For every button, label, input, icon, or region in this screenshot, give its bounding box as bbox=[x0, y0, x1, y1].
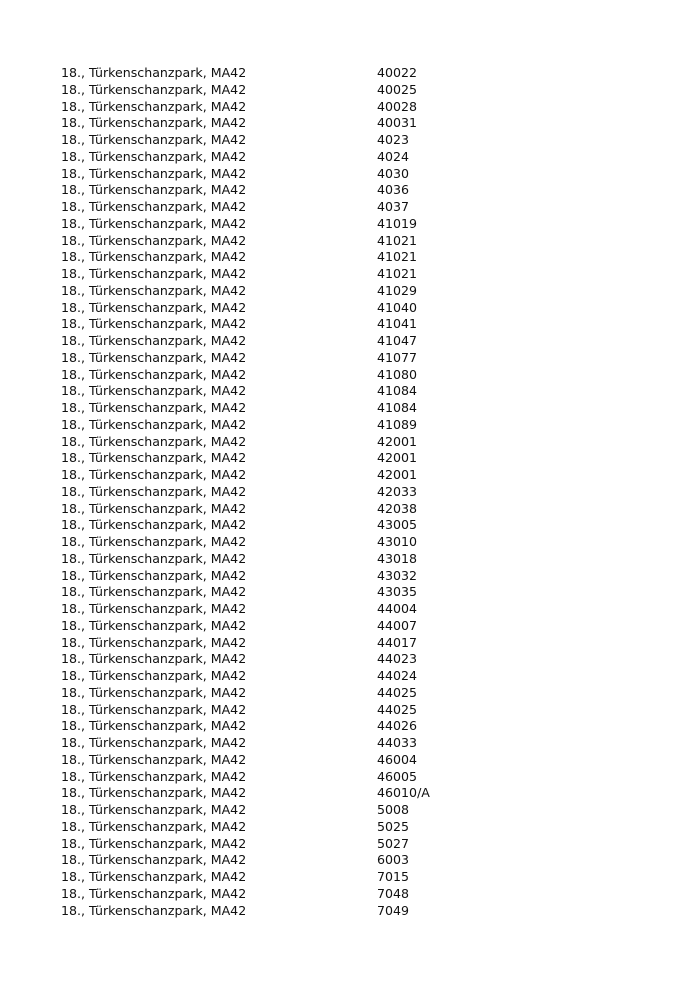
location-cell: 18., Türkenschanzpark, MA42 bbox=[61, 802, 247, 817]
location-cell: 18., Türkenschanzpark, MA42 bbox=[61, 651, 247, 667]
location-cell: 18., Türkenschanzpark, MA42 bbox=[61, 617, 247, 633]
inventory-list bbox=[61, 65, 621, 919]
number-cell: 44025 bbox=[377, 701, 418, 717]
location-cell: 18., Türkenschanzpark, MA42 bbox=[61, 65, 247, 80]
number-cell: 41084 bbox=[377, 400, 418, 415]
location-cell: 18., Türkenschanzpark, MA42 bbox=[61, 366, 247, 382]
number-cell: 4023 bbox=[377, 132, 410, 147]
number-cell: 4030 bbox=[377, 165, 410, 181]
number-cell: 44026 bbox=[377, 718, 418, 734]
location-cell: 18., Türkenschanzpark, MA42 bbox=[61, 349, 247, 365]
table-row bbox=[61, 752, 621, 769]
table-row bbox=[61, 400, 621, 417]
number-cell: 44007 bbox=[377, 617, 418, 633]
table-row bbox=[61, 367, 621, 384]
location-cell: 18., Türkenschanzpark, MA42 bbox=[61, 483, 247, 499]
location-cell: 18., Türkenschanzpark, MA42 bbox=[61, 517, 247, 533]
location-cell: 18., Türkenschanzpark, MA42 bbox=[61, 316, 247, 332]
number-cell: 43035 bbox=[377, 584, 418, 600]
table-row bbox=[61, 300, 621, 317]
table-row bbox=[61, 82, 621, 99]
number-cell: 40025 bbox=[377, 81, 418, 97]
table-row bbox=[61, 434, 621, 451]
number-cell: 46004 bbox=[377, 751, 418, 767]
number-cell: 5008 bbox=[377, 802, 410, 817]
location-cell: 18., Türkenschanzpark, MA42 bbox=[61, 383, 247, 399]
location-cell: 18., Türkenschanzpark, MA42 bbox=[61, 534, 247, 549]
number-cell: 46005 bbox=[377, 768, 418, 784]
table-row bbox=[61, 852, 621, 869]
number-cell: 41040 bbox=[377, 299, 418, 315]
number-cell: 5027 bbox=[377, 835, 410, 851]
number-cell: 7015 bbox=[377, 869, 410, 884]
table-row bbox=[61, 283, 621, 300]
table-row bbox=[61, 584, 621, 601]
table-row bbox=[61, 668, 621, 685]
location-cell: 18., Türkenschanzpark, MA42 bbox=[61, 215, 247, 231]
table-row bbox=[61, 819, 621, 836]
number-cell: 41084 bbox=[377, 383, 418, 399]
number-cell: 7048 bbox=[377, 885, 410, 901]
table-row bbox=[61, 501, 621, 518]
number-cell: 41089 bbox=[377, 416, 418, 432]
table-row bbox=[61, 249, 621, 266]
number-cell: 42001 bbox=[377, 467, 418, 482]
number-cell: 44017 bbox=[377, 634, 418, 650]
table-row bbox=[61, 702, 621, 719]
table-row bbox=[61, 216, 621, 233]
table-row bbox=[61, 484, 621, 501]
table-row bbox=[61, 99, 621, 116]
location-cell: 18., Türkenschanzpark, MA42 bbox=[61, 450, 247, 466]
location-cell: 18., Türkenschanzpark, MA42 bbox=[61, 433, 247, 449]
number-cell: 44004 bbox=[377, 601, 418, 616]
location-cell: 18., Türkenschanzpark, MA42 bbox=[61, 835, 247, 851]
number-cell: 44024 bbox=[377, 668, 418, 683]
table-row bbox=[61, 450, 621, 467]
number-cell: 41047 bbox=[377, 333, 418, 348]
table-row bbox=[61, 903, 621, 920]
number-cell: 41041 bbox=[377, 316, 418, 332]
location-cell: 18., Türkenschanzpark, MA42 bbox=[61, 601, 247, 616]
number-cell: 41077 bbox=[377, 349, 418, 365]
table-row bbox=[61, 132, 621, 149]
table-row bbox=[61, 115, 621, 132]
number-cell: 42001 bbox=[377, 433, 418, 449]
table-row bbox=[61, 785, 621, 802]
location-cell: 18., Türkenschanzpark, MA42 bbox=[61, 869, 247, 884]
number-cell: 44033 bbox=[377, 735, 418, 750]
location-cell: 18., Türkenschanzpark, MA42 bbox=[61, 500, 247, 516]
number-cell: 42038 bbox=[377, 500, 418, 516]
location-cell: 18., Türkenschanzpark, MA42 bbox=[61, 266, 247, 281]
location-cell: 18., Türkenschanzpark, MA42 bbox=[61, 165, 247, 181]
table-row bbox=[61, 534, 621, 551]
location-cell: 18., Türkenschanzpark, MA42 bbox=[61, 902, 247, 918]
location-cell: 18., Türkenschanzpark, MA42 bbox=[61, 567, 247, 583]
location-cell: 18., Türkenschanzpark, MA42 bbox=[61, 852, 247, 868]
location-cell: 18., Türkenschanzpark, MA42 bbox=[61, 182, 247, 198]
location-cell: 18., Türkenschanzpark, MA42 bbox=[61, 668, 247, 683]
table-row bbox=[61, 333, 621, 350]
table-row bbox=[61, 568, 621, 585]
location-cell: 18., Türkenschanzpark, MA42 bbox=[61, 701, 247, 717]
number-cell: 7049 bbox=[377, 902, 410, 918]
table-row bbox=[61, 417, 621, 434]
number-cell: 46010/A bbox=[377, 785, 430, 801]
table-row bbox=[61, 635, 621, 652]
location-cell: 18., Türkenschanzpark, MA42 bbox=[61, 416, 247, 432]
location-cell: 18., Türkenschanzpark, MA42 bbox=[61, 333, 247, 348]
table-row bbox=[61, 467, 621, 484]
location-cell: 18., Türkenschanzpark, MA42 bbox=[61, 249, 247, 265]
location-cell: 18., Türkenschanzpark, MA42 bbox=[61, 467, 247, 482]
location-cell: 18., Türkenschanzpark, MA42 bbox=[61, 634, 247, 650]
table-row bbox=[61, 886, 621, 903]
number-cell: 41021 bbox=[377, 249, 418, 265]
table-row bbox=[61, 718, 621, 735]
table-row bbox=[61, 166, 621, 183]
location-cell: 18., Türkenschanzpark, MA42 bbox=[61, 785, 247, 801]
table-row bbox=[61, 802, 621, 819]
number-cell: 41021 bbox=[377, 232, 418, 248]
location-cell: 18., Türkenschanzpark, MA42 bbox=[61, 115, 247, 131]
location-cell: 18., Türkenschanzpark, MA42 bbox=[61, 282, 247, 298]
location-cell: 18., Türkenschanzpark, MA42 bbox=[61, 550, 247, 566]
table-row bbox=[61, 735, 621, 752]
table-row bbox=[61, 618, 621, 635]
number-cell: 43032 bbox=[377, 567, 418, 583]
table-row bbox=[61, 65, 621, 82]
location-cell: 18., Türkenschanzpark, MA42 bbox=[61, 684, 247, 700]
number-cell: 40028 bbox=[377, 98, 418, 114]
number-cell: 40031 bbox=[377, 115, 418, 131]
location-cell: 18., Türkenschanzpark, MA42 bbox=[61, 81, 247, 97]
table-row bbox=[61, 316, 621, 333]
number-cell: 42033 bbox=[377, 483, 418, 499]
table-row bbox=[61, 836, 621, 853]
table-row bbox=[61, 350, 621, 367]
table-row bbox=[61, 551, 621, 568]
table-row bbox=[61, 869, 621, 886]
location-cell: 18., Türkenschanzpark, MA42 bbox=[61, 400, 247, 415]
number-cell: 41021 bbox=[377, 266, 418, 281]
number-cell: 4036 bbox=[377, 182, 410, 198]
location-cell: 18., Türkenschanzpark, MA42 bbox=[61, 818, 247, 834]
number-cell: 43018 bbox=[377, 550, 418, 566]
location-cell: 18., Türkenschanzpark, MA42 bbox=[61, 584, 247, 600]
number-cell: 41019 bbox=[377, 215, 418, 231]
table-row bbox=[61, 517, 621, 534]
location-cell: 18., Türkenschanzpark, MA42 bbox=[61, 199, 247, 214]
location-cell: 18., Türkenschanzpark, MA42 bbox=[61, 232, 247, 248]
number-cell: 43005 bbox=[377, 517, 418, 533]
number-cell: 44025 bbox=[377, 684, 418, 700]
table-row bbox=[61, 149, 621, 166]
location-cell: 18., Türkenschanzpark, MA42 bbox=[61, 132, 247, 147]
number-cell: 40022 bbox=[377, 65, 418, 80]
location-cell: 18., Türkenschanzpark, MA42 bbox=[61, 885, 247, 901]
location-cell: 18., Türkenschanzpark, MA42 bbox=[61, 148, 247, 164]
table-row bbox=[61, 651, 621, 668]
location-cell: 18., Türkenschanzpark, MA42 bbox=[61, 735, 247, 750]
number-cell: 43010 bbox=[377, 534, 418, 549]
number-cell: 41080 bbox=[377, 366, 418, 382]
table-row bbox=[61, 182, 621, 199]
location-cell: 18., Türkenschanzpark, MA42 bbox=[61, 299, 247, 315]
number-cell: 6003 bbox=[377, 852, 410, 868]
location-cell: 18., Türkenschanzpark, MA42 bbox=[61, 718, 247, 734]
table-row bbox=[61, 266, 621, 283]
number-cell: 4024 bbox=[377, 148, 410, 164]
location-cell: 18., Türkenschanzpark, MA42 bbox=[61, 98, 247, 114]
number-cell: 42001 bbox=[377, 450, 418, 466]
table-row bbox=[61, 601, 621, 618]
table-row bbox=[61, 769, 621, 786]
table-row bbox=[61, 199, 621, 216]
number-cell: 5025 bbox=[377, 818, 410, 834]
number-cell: 4037 bbox=[377, 199, 410, 214]
table-row bbox=[61, 383, 621, 400]
location-cell: 18., Türkenschanzpark, MA42 bbox=[61, 751, 247, 767]
table-row bbox=[61, 685, 621, 702]
number-cell: 44023 bbox=[377, 651, 418, 667]
number-cell: 41029 bbox=[377, 282, 418, 298]
table-row bbox=[61, 233, 621, 250]
location-cell: 18., Türkenschanzpark, MA42 bbox=[61, 768, 247, 784]
